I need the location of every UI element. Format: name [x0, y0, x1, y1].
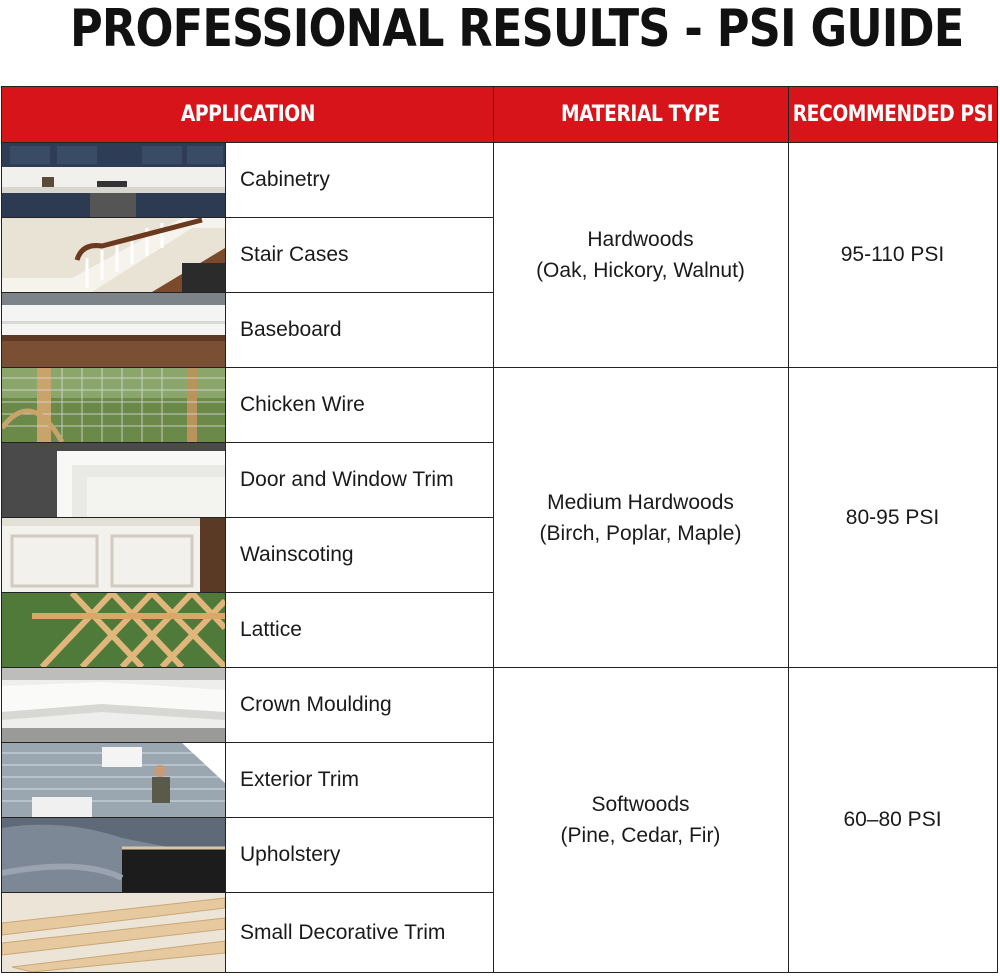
table-row [2, 218, 493, 293]
table-row [2, 293, 493, 368]
application-label: Exterior Trim [240, 768, 360, 791]
header-application-label: APPLICATION [180, 102, 315, 127]
psi-value: 80-95 PSI [845, 505, 940, 529]
door-trim-photo [2, 443, 225, 517]
table-row [2, 143, 493, 218]
application-label: Upholstery [240, 843, 341, 866]
psi-value: 60–80 PSI [843, 808, 942, 831]
application-label: Door and Window Trim [240, 468, 454, 491]
staircase-photo [2, 218, 225, 292]
header-material-type-label: MATERIAL TYPE [561, 102, 720, 127]
material-cell [493, 668, 788, 972]
header-recommended-psi [788, 87, 997, 143]
application-label: Wainscoting [240, 543, 354, 566]
page-title: PROFESSIONAL RESULTS - PSI GUIDE [70, 0, 964, 59]
material-cell [493, 368, 788, 668]
application-label: Stair Cases [240, 243, 349, 266]
lattice-photo [2, 593, 225, 667]
wainscoting-photo [2, 518, 225, 592]
table-row [2, 893, 493, 972]
column-divider [788, 87, 789, 972]
application-label: Small Decorative Trim [240, 921, 446, 944]
psi-table [1, 86, 998, 973]
material-name: Softwoods [591, 793, 690, 816]
decorative-trim-photo [2, 893, 225, 972]
baseboard-photo [2, 293, 225, 367]
upholstery-photo [2, 818, 225, 892]
table-row [2, 668, 493, 743]
application-label: Lattice [240, 618, 302, 641]
psi-cell [788, 368, 997, 668]
chicken-wire-fence-photo [2, 368, 225, 442]
material-name: Medium Hardwoods [547, 490, 734, 514]
material-examples: (Birch, Poplar, Maple) [539, 521, 742, 545]
material-examples: (Oak, Hickory, Walnut) [536, 259, 745, 282]
table-row [2, 818, 493, 893]
application-label: Chicken Wire [240, 393, 365, 416]
table-row [2, 743, 493, 818]
material-examples: (Pine, Cedar, Fir) [560, 824, 721, 847]
header-application [2, 87, 493, 143]
kitchen-cabinets-photo [2, 143, 225, 217]
crown-moulding-photo [2, 668, 225, 742]
material-name: Hardwoods [587, 228, 694, 251]
header-material-type [493, 87, 788, 143]
psi-cell [788, 143, 997, 368]
application-label: Baseboard [240, 318, 342, 341]
table-row [2, 368, 493, 443]
exterior-trim-photo [2, 743, 225, 817]
column-divider [225, 143, 226, 972]
application-label: Crown Moulding [240, 693, 392, 716]
table-row [2, 518, 493, 593]
table-row [2, 443, 493, 518]
psi-cell [788, 668, 997, 972]
application-label: Cabinetry [240, 168, 330, 191]
material-cell [493, 143, 788, 368]
table-row [2, 593, 493, 668]
column-divider [493, 87, 494, 972]
header-recommended-psi-label: RECOMMENDED PSI [792, 102, 993, 127]
psi-value: 95-110 PSI [840, 243, 945, 266]
